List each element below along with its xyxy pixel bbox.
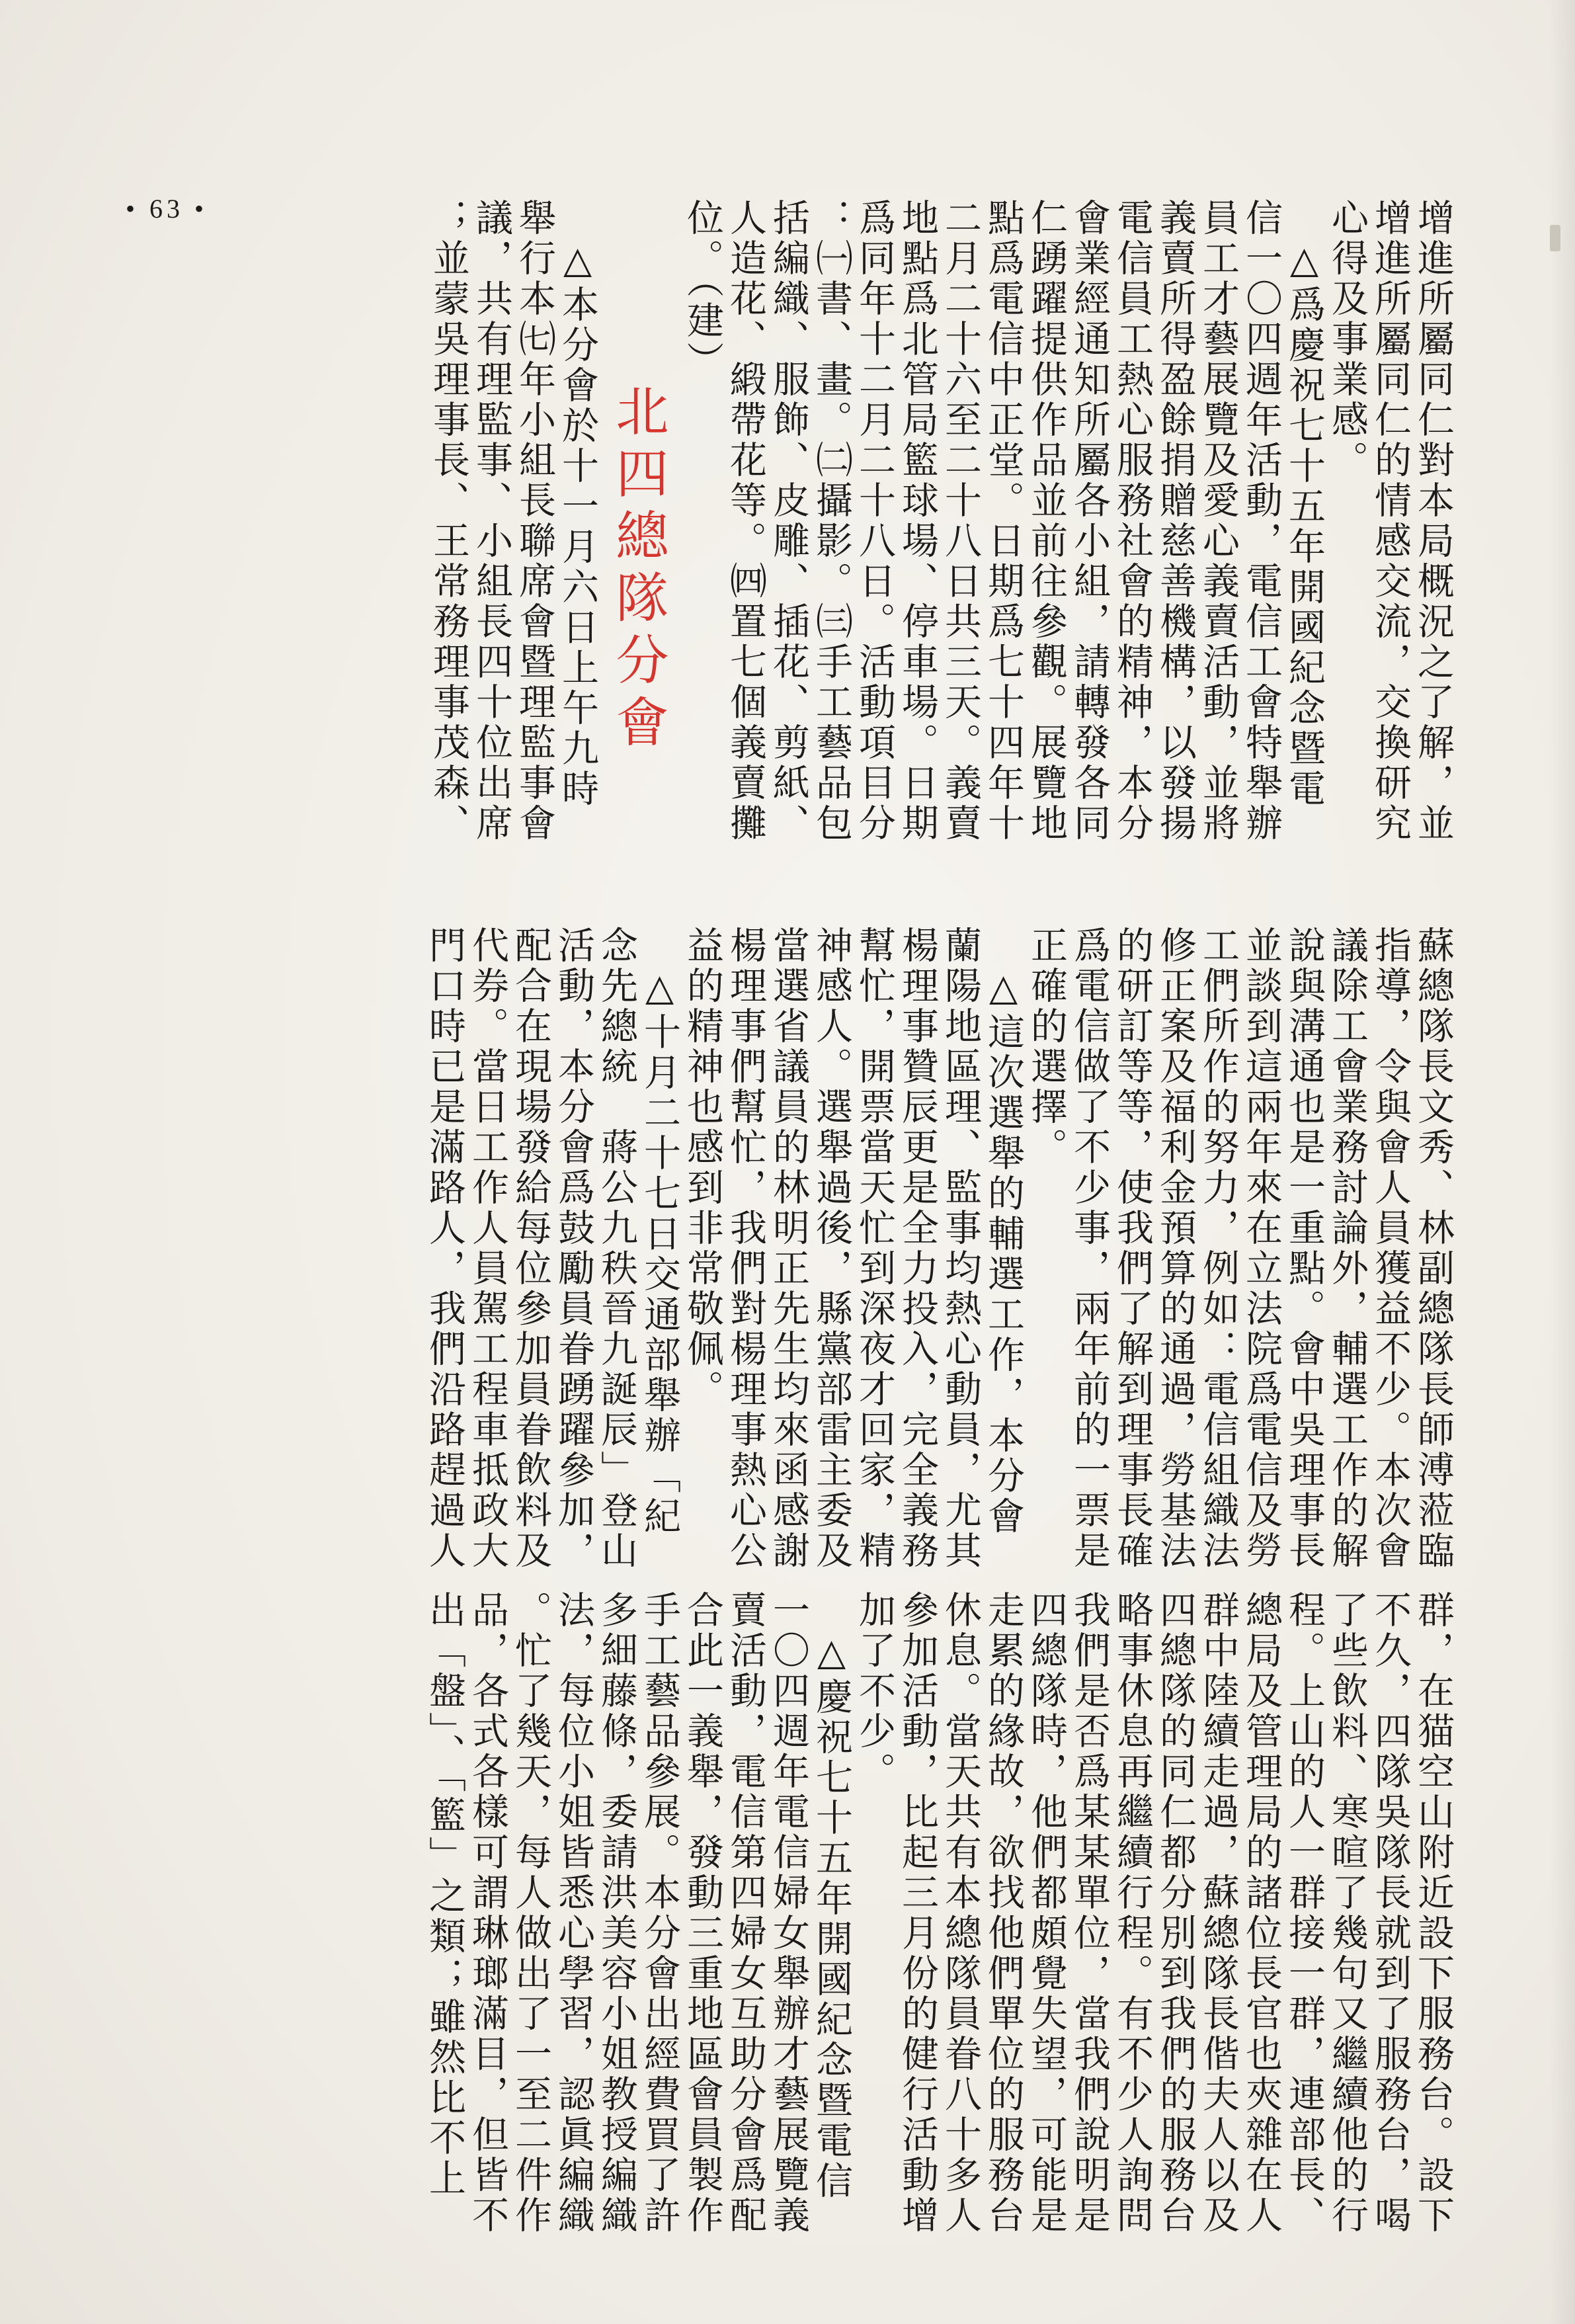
text-column: 的研訂等等，使我們了解到理事長確 [1111, 926, 1154, 1571]
text-column: 總局及管理局的諸位長官也夾雜在人 [1240, 1591, 1283, 2236]
text-column: 爲電信做了不少事，兩年前的一票是 [1068, 926, 1111, 1571]
text-column: 信一〇四週年活動，電信工會特舉辦 [1240, 198, 1283, 844]
text-row-bottom [132, 1591, 1455, 2259]
text-column: 不久，四隊吳隊長就到了服務台，喝 [1369, 1591, 1412, 2236]
text-column: 一〇四週年電信婦女舉辦才藝展覽義 [767, 1591, 810, 2236]
section-heading: 北四總隊分會 [607, 384, 668, 757]
text-column: 正確的選擇。 [1025, 926, 1068, 1168]
text-column: 仁踴躍提供作品並前往參觀。展覽地 [1025, 198, 1068, 844]
text-column: 楊理事們幫忙，我們對楊理事熱心公 [724, 926, 767, 1571]
text-column: 議除工會業務討論外，輔選工作的解 [1326, 926, 1369, 1571]
text-column: 了些飲料、寒暄了幾句又繼續他的行 [1326, 1591, 1369, 2236]
text-column: 配合在現場發給每位參加員眷飲料及 [509, 926, 552, 1571]
text-column: 加了不少。 [853, 1591, 896, 1792]
text-column: 地點爲北管局籃球場、停車場。日期 [896, 198, 939, 844]
text-column: 增進所屬同仁的情感交流，交換研究 [1369, 198, 1412, 844]
text-column: 四總隊的同仁都分別到我們的服務台 [1154, 1591, 1197, 2236]
text-column: 走累的緣故，欲找他們單位的服務台 [982, 1591, 1025, 2236]
text-column: 手工藝品參展。本分會出經費買了許 [638, 1591, 681, 2236]
text-column: 會業經通知所屬各小組，請轉發各同 [1068, 198, 1111, 844]
text-column: 賣活動，電信第四婦女互助分會爲配 [724, 1591, 767, 2236]
text-column: 人造花、緞帶花等。㈣置七個義賣攤 [724, 198, 767, 844]
text-column: ；並蒙吳理事長、王常務理事茂森、 [427, 198, 470, 844]
text-column: 四總隊時，他們都頗覺失望，可能是 [1025, 1591, 1068, 2236]
text-column: 參加活動，比起三月份的健行活動增 [896, 1591, 939, 2236]
text-column: ：㈠書、畫。㈡攝影。㈢手工藝品包 [810, 198, 853, 844]
page-tab-mark [1550, 225, 1560, 251]
text-row-middle [159, 926, 1455, 1581]
text-column: 括編織、服飾、皮雕、插花、剪紙、 [767, 198, 810, 844]
text-column: 。忙了幾天，每人做出了一至二件作 [509, 1591, 552, 2236]
text-column: 員工才藝展覽及愛心義賣活動，並將 [1197, 198, 1240, 844]
text-column: 蘇總隊長文秀、林副總隊長師溥蒞臨 [1412, 926, 1455, 1571]
text-column: 活動，本分會爲鼓勵員眷踴躍參加， [552, 926, 595, 1571]
text-column: 位。（建） [681, 198, 724, 382]
text-column: 爲同年十二月二十八日。活動項目分 [853, 198, 896, 844]
text-column: △爲慶祝七十五年開國紀念暨電 [1283, 198, 1326, 809]
text-column: △慶祝七十五年開國紀念暨電信 [810, 1591, 853, 2202]
text-column: 議，共有理監事、小組長四十位出席 [470, 198, 513, 844]
text-column: 當選省議員的林明正先生均來函感謝 [767, 926, 810, 1571]
text-column: 增進所屬同仁對本局概況之了解，並 [1412, 198, 1455, 844]
text-column: 群，在猫空山附近設下服務台。設下 [1412, 1591, 1455, 2236]
text-column: 益的精神也感到非常敬佩。 [681, 926, 724, 1410]
text-column: 念先總統 蔣公九秩晉九誕辰」登山 [595, 926, 638, 1571]
text-column: 程。上山的人一群接一群，連部長、 [1283, 1591, 1326, 2236]
text-row-top [159, 198, 1455, 913]
text-column: 神感人。選舉過後，縣黨部雷主委及 [810, 926, 853, 1571]
text-column: 群中陸續走過，蘇總隊長偕夫人以及 [1197, 1591, 1240, 2236]
text-column: 我們是否爲某某單位，當我們說明是 [1068, 1591, 1111, 2236]
text-column: 略事休息再繼續行程。有不少人詢問 [1111, 1591, 1154, 2236]
text-column: △十月二十七日交通部舉辦「紀 [638, 926, 681, 1537]
text-column: 楊理事贊辰更是全力投入，完全義務 [896, 926, 939, 1571]
page-edge-shadow [1549, 0, 1575, 2324]
text-column: 品，各式各樣可謂琳瑯滿目，但皆不 [466, 1591, 509, 2236]
text-column: 蘭陽地區理、監事均熱心動員，尤其 [939, 926, 982, 1571]
text-column: 電信員工熱心服務社會的精神，本分 [1111, 198, 1154, 844]
text-column: 說與溝通也是一重點。會中吳理事長 [1283, 926, 1326, 1571]
text-column: 二月二十六至二十八日共三天。義賣 [939, 198, 982, 844]
text-column: 並談到這兩年來在立法院爲電信及勞 [1240, 926, 1283, 1571]
text-column: 點爲電信中正堂。日期爲七十四年十 [982, 198, 1025, 844]
text-column: 工們所作的努力，例如：電信組織法 [1197, 926, 1240, 1571]
text-column: 多細藤條，委請洪美容小姐教授編織 [595, 1591, 638, 2236]
text-column: 出「盤」、「籃」之類；雖然比不上 [423, 1591, 466, 2199]
text-column: 舉行本㈦年小組長聯席會暨理監事會 [513, 198, 556, 844]
text-column: 合此一義舉，發動三重地區會員製作 [681, 1591, 724, 2236]
text-column: 代券。當日工作人員駕工程車抵政大 [466, 926, 509, 1571]
page-number: • 63 • [126, 194, 208, 224]
text-column: 休息。當天共有本總隊員眷八十多人 [939, 1591, 982, 2236]
text-column: 門口時已是滿路人，我們沿路趕過人 [423, 926, 466, 1571]
text-column: △本分會於十一月六日上午九時 [556, 198, 599, 809]
text-column: 義賣所得盈餘捐贈慈善機構，以發揚 [1154, 198, 1197, 844]
text-column: 指導，令與會人員獲益不少。本次會 [1369, 926, 1412, 1571]
text-column: △這次選舉的輔選工作，本分會 [982, 926, 1025, 1537]
text-column: 心得及事業感。 [1326, 198, 1369, 481]
text-column: 修正案及福利金預算的通過，勞基法 [1154, 926, 1197, 1571]
text-column: 法，每位小姐皆悉心學習，認眞編織 [552, 1591, 595, 2236]
text-column: 幫忙，開票當天忙到深夜才回家，精 [853, 926, 896, 1571]
